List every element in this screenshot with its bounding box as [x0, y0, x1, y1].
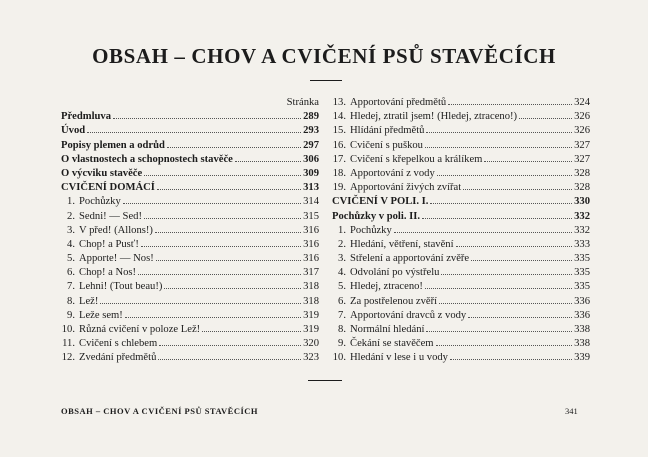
toc-entry-page: 336 [574, 309, 590, 321]
toc-entry-label: Apporte! — Nos! [79, 253, 154, 265]
toc-entry-number: 2. [338, 238, 346, 250]
dot-leader [202, 331, 301, 332]
dot-leader [448, 104, 572, 105]
toc-entry [332, 309, 590, 323]
toc-entry [61, 139, 319, 153]
toc-entry-label: Hlídání předmětů [350, 125, 425, 137]
toc-entry-label: Normální hledání [350, 324, 425, 335]
toc-entry-page: 338 [574, 324, 590, 335]
toc-entry-label: Hledej, ztraceno! [350, 281, 423, 293]
dot-leader [468, 317, 572, 318]
toc-entry-number: 4. [338, 267, 346, 279]
dot-leader [394, 232, 572, 233]
toc-entry-page: 323 [303, 352, 319, 364]
toc-entry [332, 323, 590, 337]
toc-entry-page: 318 [303, 295, 319, 307]
toc-entry [332, 195, 590, 209]
dot-leader [156, 260, 301, 261]
dot-leader [426, 331, 572, 332]
toc-entry-page: 315 [303, 210, 319, 222]
toc-entry [332, 153, 590, 167]
dot-leader [439, 303, 572, 304]
dot-leader [425, 288, 572, 289]
dot-leader [158, 359, 301, 360]
toc-entry-page: 293 [303, 125, 319, 137]
toc-entry [332, 295, 590, 309]
dot-leader [155, 232, 301, 233]
toc-entry-page: 289 [303, 111, 319, 123]
toc-entry-page: 314 [303, 196, 319, 208]
dot-leader [87, 132, 301, 133]
toc-entry [61, 323, 319, 337]
toc-entry [332, 124, 590, 138]
toc-entry-number: 19. [332, 182, 346, 194]
dot-leader [437, 175, 572, 176]
toc-entry [332, 139, 590, 153]
toc-entry-number: 1. [338, 224, 346, 236]
toc-entry-label: Úvod [61, 125, 86, 137]
toc-entry [332, 351, 590, 365]
toc-entry-page: 333 [574, 238, 590, 250]
dot-leader [123, 203, 301, 204]
toc-entry [332, 266, 590, 280]
toc-entry-page: 316 [303, 253, 319, 265]
toc-entry-page: 327 [574, 139, 590, 151]
toc-entry-label: Cvičení s puškou [350, 139, 423, 151]
dot-leader [422, 218, 572, 219]
toc-entry-label: Hledání v lese i u vody [350, 352, 448, 364]
toc-entry-label: Leže sem! [79, 309, 123, 321]
toc-entry-number: 10. [61, 324, 75, 335]
toc-right-list [332, 96, 590, 366]
dot-leader [484, 161, 572, 162]
toc-entry-number: 2. [67, 210, 75, 222]
dot-leader [441, 274, 572, 275]
toc-entry [61, 210, 319, 224]
toc-entry [61, 238, 319, 252]
dot-leader [157, 189, 301, 190]
toc-entry-label: Zvedání předmětů [79, 352, 157, 364]
toc-entry-label: Hledání, větření, stavění [350, 238, 454, 250]
toc-entry-label: Chop! a Nos! [79, 267, 137, 279]
toc-entry-label: Apportování předmětů [350, 97, 447, 108]
toc-entry-page: 316 [303, 238, 319, 250]
toc-entry-label: CVIČENÍ V POLI. I. [332, 196, 429, 208]
running-title: OBSAH – CHOV A CVIČENÍ PSŮ STAVĚCÍCH [61, 406, 259, 416]
toc-entry-page: 330 [574, 196, 590, 208]
toc-left-column [61, 96, 319, 366]
toc-entry-page: 317 [303, 267, 319, 279]
toc-entry-number: 4. [67, 238, 75, 250]
toc-entry-number: 3. [67, 224, 75, 236]
toc-entry-number: 9. [67, 309, 75, 321]
toc-entry [332, 181, 590, 195]
toc-entry-page: 316 [303, 224, 319, 236]
dot-leader [456, 246, 573, 247]
toc-entry [332, 167, 590, 181]
toc-entry [61, 280, 319, 294]
toc-entry-page: 327 [574, 153, 590, 165]
toc-entry-label: Apportování dravců z vody [350, 309, 467, 321]
toc-entry-label: O výcviku stavěče [61, 167, 143, 179]
toc-entry-number: 11. [62, 338, 75, 350]
toc-entry [61, 351, 319, 365]
toc-entry [61, 224, 319, 238]
page-title: OBSAH – CHOV A CVIČENÍ PSŮ STAVĚCÍCH [92, 44, 556, 68]
toc-entry-number: 3. [338, 253, 346, 265]
toc-entry-label: Chop! a Pusť! [79, 238, 139, 250]
toc-entry-number: 18. [332, 167, 346, 179]
toc-entry-number: 17. [332, 153, 346, 165]
dot-leader [426, 132, 572, 133]
toc-entry-page: 309 [303, 167, 319, 179]
toc-entry-label: O vlastnostech a schopnostech stavěče [61, 153, 233, 165]
toc-entry-number: 10. [332, 352, 346, 364]
toc-entry-number: 14. [332, 111, 346, 123]
toc-right-column [332, 96, 590, 366]
dot-leader [471, 260, 572, 261]
toc-entry-label: CVIČENÍ DOMÁCÍ [61, 182, 155, 194]
toc-entry-label: Apportování z vody [350, 167, 435, 179]
dot-leader [450, 359, 572, 360]
dot-leader [125, 317, 301, 318]
toc-entry-label: Střelení a apportování zvěře [350, 253, 470, 265]
toc-entry-label: Pochůzky [350, 224, 392, 236]
toc-entry-page: 324 [574, 97, 590, 108]
toc-entry-number: 7. [67, 281, 75, 293]
toc-entry [61, 167, 319, 181]
toc-entry-number: 5. [338, 281, 346, 293]
toc-entry-page: 335 [574, 281, 590, 293]
toc-entry-number: 8. [67, 295, 75, 307]
toc-entry-number: 7. [338, 309, 346, 321]
toc-entry [332, 238, 590, 252]
dot-leader [430, 203, 572, 204]
toc-entry [61, 153, 319, 167]
toc-entry-page: 332 [574, 224, 590, 236]
toc-entry-number: 15. [332, 125, 346, 137]
toc-entry [332, 337, 590, 351]
toc-entry-page: 319 [303, 309, 319, 321]
toc-entry-page: 326 [574, 125, 590, 137]
toc-entry [61, 252, 319, 266]
toc-entry-page: 326 [574, 111, 590, 123]
toc-entry-number: 9. [338, 338, 346, 350]
dot-leader [167, 147, 301, 148]
toc-entry-page: 313 [303, 182, 319, 194]
toc-entry [61, 181, 319, 195]
page-column-header: Stránka [286, 97, 319, 108]
toc-entry [61, 266, 319, 280]
dot-leader [164, 288, 301, 289]
bottom-divider [308, 380, 342, 381]
toc-entry-page: 306 [303, 153, 319, 165]
toc-entry-number: 1. [67, 196, 75, 208]
toc-entry [332, 96, 590, 110]
dot-leader [100, 303, 301, 304]
toc-entry-label: Čekání se stavěčem [350, 338, 434, 350]
toc-entry-page: 335 [574, 253, 590, 265]
toc-entry-page: 336 [574, 295, 590, 307]
dot-leader [113, 118, 301, 119]
toc-entry-label: Za postřelenou zvěří [350, 295, 438, 307]
toc-entry [332, 224, 590, 238]
toc-entry-label: V před! (Allons!) [79, 224, 153, 236]
toc-entry [61, 309, 319, 323]
toc-entry-label: Popisy plemen a odrůd [61, 139, 165, 151]
toc-entry-label: Pochůzky v poli. II. [332, 210, 421, 222]
toc-entry-number: 6. [67, 267, 75, 279]
toc-entry-label: Předmluva [61, 111, 112, 123]
toc-entry [61, 110, 319, 124]
toc-entry-label: Odvolání po výstřelu [350, 267, 440, 279]
page-number: 341 [565, 406, 578, 416]
toc-entry-page: 297 [303, 139, 319, 151]
toc-entry-page: 318 [303, 281, 319, 293]
toc-entry [332, 110, 590, 124]
toc-entry-number: 8. [338, 324, 346, 335]
toc-entry-label: Cvičení s křepelkou a králíkem [350, 153, 483, 165]
toc-entry [332, 280, 590, 294]
toc-entry-page: 320 [303, 338, 319, 350]
toc-entry [61, 337, 319, 351]
dot-leader [138, 274, 301, 275]
dot-leader [144, 175, 301, 176]
toc-entry-label: Apportování živých zvířat [350, 182, 462, 194]
dot-leader [141, 246, 301, 247]
toc-entry-number: 5. [67, 253, 75, 265]
toc-entry-page: 332 [574, 210, 590, 222]
title-divider [310, 80, 342, 81]
toc-entry-number: 6. [338, 295, 346, 307]
toc-entry [61, 124, 319, 138]
toc-entry-label: Lehni! (Tout beau!) [79, 281, 163, 293]
toc-entry-label: Cvičení s chlebem [79, 338, 158, 350]
dot-leader [463, 189, 572, 190]
toc-entry-page: 319 [303, 324, 319, 335]
toc-entry-page: 328 [574, 182, 590, 194]
toc-entry-number: 16. [332, 139, 346, 151]
dot-leader [519, 118, 572, 119]
toc-left-list [61, 110, 319, 365]
toc-entry [332, 252, 590, 266]
toc-entry-page: 335 [574, 267, 590, 279]
dot-leader [436, 345, 573, 346]
dot-leader [235, 161, 301, 162]
toc-entry [332, 210, 590, 224]
toc-entry-page: 338 [574, 338, 590, 350]
toc-entry-label: Různá cvičení v poloze Lež! [79, 324, 201, 335]
dot-leader [144, 218, 301, 219]
toc-entry-page: 328 [574, 167, 590, 179]
dot-leader [159, 345, 301, 346]
toc-entry-label: Sedni! — Sed! [79, 210, 142, 222]
toc-entry-number: 12. [61, 352, 75, 364]
toc-entry-label: Lež! [79, 295, 99, 307]
toc-entry-number: 13. [332, 97, 346, 108]
toc-entry-label: Hledej, ztratil jsem! (Hledej, ztraceno!) [350, 111, 518, 123]
dot-leader [425, 147, 572, 148]
toc-entry [61, 195, 319, 209]
toc-entry-page: 339 [574, 352, 590, 364]
toc-entry-label: Pochůzky [79, 196, 121, 208]
toc-entry [61, 295, 319, 309]
